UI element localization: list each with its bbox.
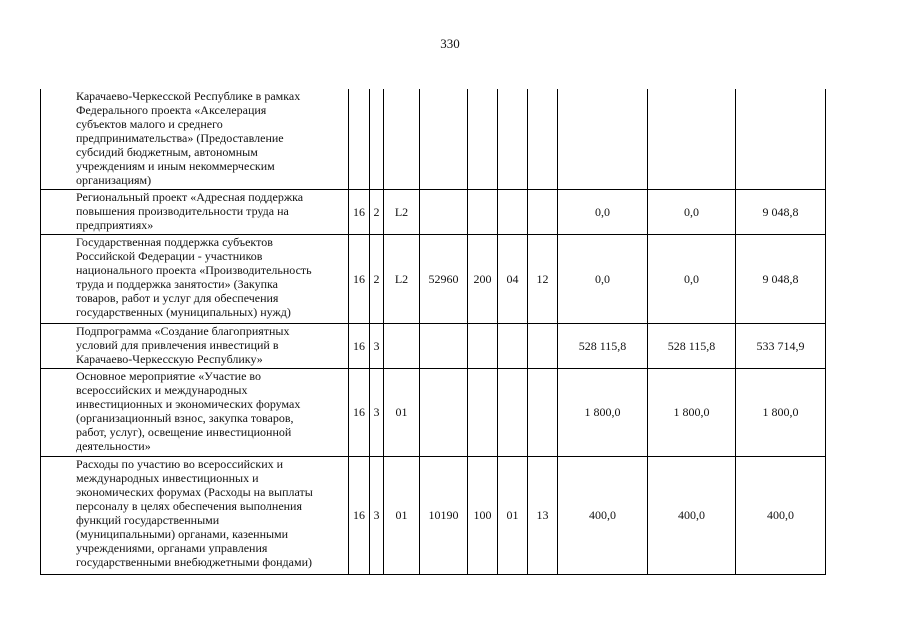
row-description: Региональный проект «Адресная поддержка повышения производительности труда на предприятиях» xyxy=(41,189,349,234)
table-row xyxy=(41,456,826,574)
cell-code-5: 100 xyxy=(468,456,498,574)
cell-code-6: 04 xyxy=(498,234,528,323)
cell-code-7 xyxy=(528,368,558,456)
cell-code-6: 01 xyxy=(498,456,528,574)
budget-table xyxy=(40,89,826,575)
cell-value-3: 533 714,9 xyxy=(736,323,826,368)
cell-value-3: 9 048,8 xyxy=(736,234,826,323)
cell-value-3 xyxy=(736,89,826,189)
cell-code-6 xyxy=(498,368,528,456)
cell-value-2: 528 115,8 xyxy=(648,323,736,368)
row-description: Основное мероприятие «Участие во всероссийских и международных инвестиционных и экономических форумах (организационный взнос, закупка товаров, работ, услуг), освещение инвестиционной деятельности» xyxy=(41,368,349,456)
page-number: 330 xyxy=(440,36,460,51)
cell-code-2: 3 xyxy=(370,368,384,456)
row-description: Государственная поддержка субъектов Российской Федерации - участников национального проекта «Производительность труда и поддержка занятости» (Закупка товаров, работ и услуг для обеспечения государственных (муниципальных) нужд) xyxy=(41,234,349,323)
cell-code-1: 16 xyxy=(349,368,370,456)
cell-value-1 xyxy=(558,89,648,189)
cell-code-1 xyxy=(349,89,370,189)
cell-code-4 xyxy=(420,189,468,234)
cell-code-3 xyxy=(384,323,420,368)
cell-code-6 xyxy=(498,323,528,368)
cell-value-3: 9 048,8 xyxy=(736,189,826,234)
cell-value-2: 1 800,0 xyxy=(648,368,736,456)
cell-code-7: 12 xyxy=(528,234,558,323)
cell-code-5: 200 xyxy=(468,234,498,323)
cell-value-2: 0,0 xyxy=(648,189,736,234)
cell-value-1: 0,0 xyxy=(558,234,648,323)
cell-value-1: 400,0 xyxy=(558,456,648,574)
cell-code-2: 2 xyxy=(370,234,384,323)
cell-code-2 xyxy=(370,89,384,189)
cell-value-1: 0,0 xyxy=(558,189,648,234)
row-description: Карачаево-Черкесской Республике в рамках Федерального проекта «Акселерация субъектов малого и среднего предпринимательства» (Предоставление субсидий бюджетным, автономным учреждениям и иным некоммерческим организациям) xyxy=(41,89,349,189)
cell-code-4: 52960 xyxy=(420,234,468,323)
table-row xyxy=(41,89,826,189)
cell-value-1: 528 115,8 xyxy=(558,323,648,368)
table-body xyxy=(41,89,826,574)
cell-code-5 xyxy=(468,189,498,234)
cell-code-1: 16 xyxy=(349,323,370,368)
cell-code-3: L2 xyxy=(384,234,420,323)
cell-code-4 xyxy=(420,89,468,189)
cell-value-2: 400,0 xyxy=(648,456,736,574)
row-description: Расходы по участию во всероссийских и международных инвестиционных и экономических форумах (Расходы на выплаты персоналу в целях обеспечения выполнения функций государственными (муниципальными) органами, казенными учреждениями, органами управления государственными внебюджетными фондами) xyxy=(41,456,349,574)
cell-value-3: 1 800,0 xyxy=(736,368,826,456)
cell-code-6 xyxy=(498,89,528,189)
table-row xyxy=(41,234,826,323)
cell-value-1: 1 800,0 xyxy=(558,368,648,456)
cell-code-7 xyxy=(528,323,558,368)
cell-code-1: 16 xyxy=(349,189,370,234)
cell-code-2: 2 xyxy=(370,189,384,234)
cell-code-4 xyxy=(420,323,468,368)
cell-code-6 xyxy=(498,189,528,234)
table-row xyxy=(41,189,826,234)
cell-code-3 xyxy=(384,89,420,189)
cell-code-7 xyxy=(528,189,558,234)
cell-code-4 xyxy=(420,368,468,456)
cell-code-4: 10190 xyxy=(420,456,468,574)
cell-code-5 xyxy=(468,89,498,189)
cell-code-2: 3 xyxy=(370,456,384,574)
cell-code-7 xyxy=(528,89,558,189)
row-description: Подпрограмма «Создание благоприятных условий для привлечения инвестиций в Карачаево-Черкесскую Республику» xyxy=(41,323,349,368)
table-row xyxy=(41,323,826,368)
cell-value-2: 0,0 xyxy=(648,234,736,323)
cell-code-1: 16 xyxy=(349,234,370,323)
cell-code-2: 3 xyxy=(370,323,384,368)
table-row xyxy=(41,368,826,456)
cell-code-5 xyxy=(468,323,498,368)
cell-code-3: 01 xyxy=(384,456,420,574)
cell-code-3: L2 xyxy=(384,189,420,234)
cell-code-7: 13 xyxy=(528,456,558,574)
cell-value-2 xyxy=(648,89,736,189)
cell-code-5 xyxy=(468,368,498,456)
cell-code-3: 01 xyxy=(384,368,420,456)
cell-value-3: 400,0 xyxy=(736,456,826,574)
cell-code-1: 16 xyxy=(349,456,370,574)
